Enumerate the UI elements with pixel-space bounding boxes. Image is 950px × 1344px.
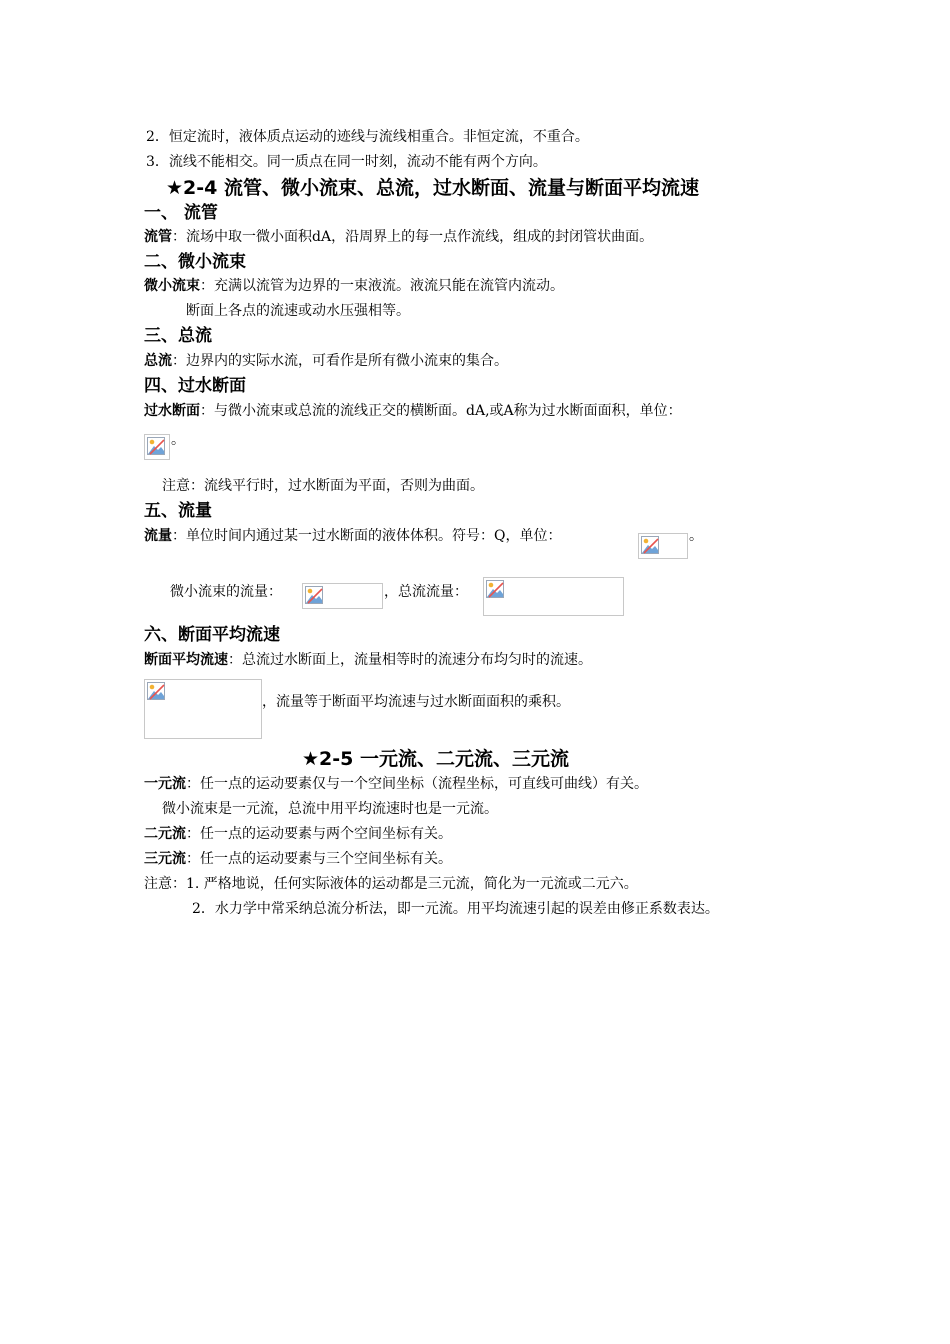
image-placeholder-micro-discharge [302, 583, 383, 609]
text-one-dimensional-detail: 微小流束是一元流，总流中用平均流速时也是一元流。 [162, 801, 498, 817]
definition-discharge: ：单位时间内通过某一过水断面的液体体积。符号：Q，单位： [172, 528, 562, 544]
heading-discharge: 五、流量 [144, 501, 212, 521]
image-placeholder-mean-velocity-formula [144, 679, 262, 739]
text-line-streamline-no-cross: 3．流线不能相交。同一质点在同一时刻，流动不能有两个方向。 [146, 154, 547, 170]
paragraph-two-dimensional [144, 825, 452, 843]
text-total-discharge-label: ，总流流量： [384, 584, 468, 600]
definition-one-dimensional: ：任一点的运动要素仅与一个空间坐标（流程坐标，可直线可曲线）有关。 [186, 776, 648, 792]
term-elementary-stream: 微小流束 [144, 278, 200, 294]
definition-total-flow: ：边界内的实际水流，可看作是所有微小流束的集合。 [172, 353, 508, 369]
broken-image-icon [641, 536, 659, 554]
image-placeholder-area-unit [144, 434, 170, 460]
definition-stream-tube: ：流场中取一微小面积dA，沿周界上的每一点作流线，组成的封闭管状曲面。 [172, 229, 654, 245]
broken-image-icon [486, 580, 504, 598]
heading-total-flow: 三、总流 [144, 326, 212, 346]
heading-mean-velocity: 六、断面平均流速 [144, 625, 280, 645]
heading-cross-section: 四、过水断面 [144, 376, 246, 396]
definition-three-dimensional: ：任一点的运动要素与三个空间坐标有关。 [186, 851, 452, 867]
heading-elementary-stream: 二、微小流束 [144, 252, 246, 272]
definition-elementary-stream: ：充满以流管为边界的一束液流。液流只能在流管内流动。 [200, 278, 564, 294]
paragraph-stream-tube [144, 228, 653, 246]
text-period: 。 [171, 432, 185, 448]
term-total-flow: 总流 [144, 353, 172, 369]
section-title-2-4: ★2-4 流管、微小流束、总流，过水断面、流量与断面平均流速 [166, 177, 699, 199]
paragraph-one-dimensional [144, 775, 648, 793]
term-one-dimensional: 一元流 [144, 776, 186, 792]
term-three-dimensional: 三元流 [144, 851, 186, 867]
text-period: 。 [689, 528, 703, 544]
text-note-1: 注意：1. 严格地说，任何实际液体的运动都是三元流，简化为一元流或二元六。 [144, 876, 638, 892]
paragraph-mean-velocity [144, 651, 592, 669]
text-micro-discharge-label: 微小流束的流量： [170, 584, 282, 600]
term-discharge: 流量 [144, 528, 172, 544]
definition-cross-section: ：与微小流束或总流的流线正交的横断面。dA,或A称为过水断面面积，单位： [200, 403, 682, 419]
paragraph-three-dimensional [144, 850, 452, 868]
term-cross-section: 过水断面 [144, 403, 200, 419]
text-line-streamline-coincide: 2．恒定流时，液体质点运动的迹线与流线相重合。非恒定流，不重合。 [146, 129, 589, 145]
broken-image-icon [147, 682, 165, 700]
image-placeholder-total-discharge [483, 577, 624, 616]
text-note-2: 2．水力学中常采纳总流分析法，即一元流。用平均流速引起的误差由修正系数表达。 [192, 901, 719, 917]
definition-two-dimensional: ：任一点的运动要素与两个空间坐标有关。 [186, 826, 452, 842]
term-two-dimensional: 二元流 [144, 826, 186, 842]
paragraph-elementary-stream [144, 277, 564, 295]
definition-mean-velocity: ：总流过水断面上，流量相等时的流速分布均匀时的流速。 [228, 652, 592, 668]
paragraph-cross-section [144, 402, 682, 420]
text-elementary-stream-detail: 断面上各点的流速或动水压强相等。 [186, 303, 410, 319]
heading-stream-tube: 一、 流管 [144, 203, 218, 223]
broken-image-icon [305, 586, 323, 604]
text-cross-section-note: 注意：流线平行时，过水断面为平面，否则为曲面。 [162, 478, 484, 494]
image-placeholder-discharge-unit [638, 533, 688, 559]
paragraph-discharge [144, 527, 561, 545]
term-stream-tube: 流管 [144, 229, 172, 245]
broken-image-icon [147, 437, 165, 455]
paragraph-total-flow [144, 352, 508, 370]
section-title-2-5: ★2-5 一元流、二元流、三元流 [302, 748, 569, 770]
term-mean-velocity: 断面平均流速 [144, 652, 228, 668]
text-mean-velocity-explanation: ，流量等于断面平均流速与过水断面面积的乘积。 [262, 694, 570, 710]
